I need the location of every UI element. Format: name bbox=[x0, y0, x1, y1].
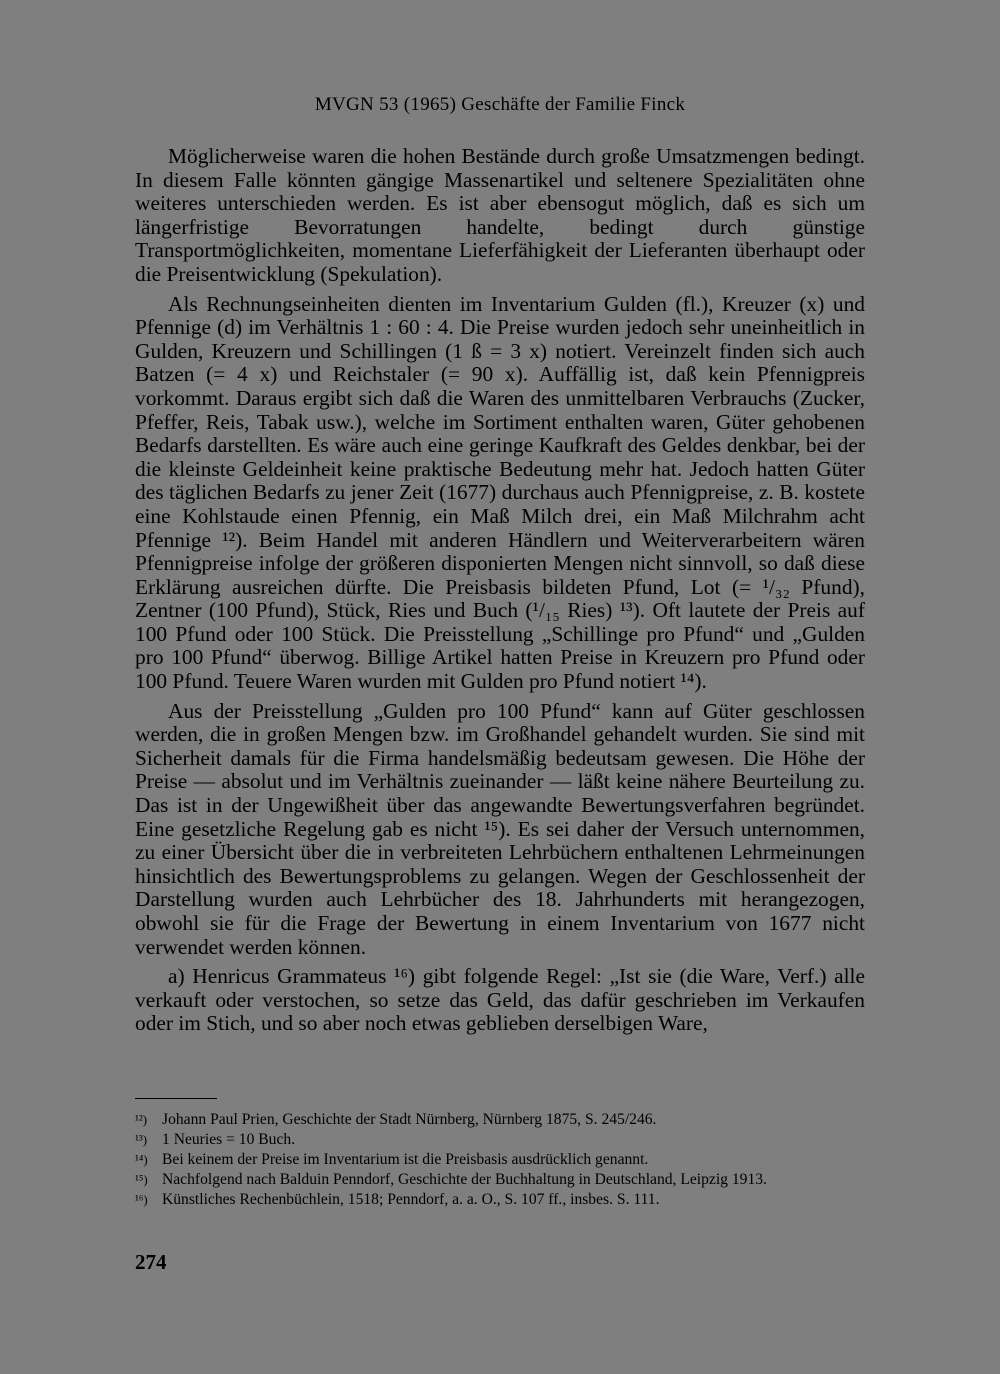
footnote-text: Bei keinem der Preise im Inventarium ist die Preisbasis ausdrücklich genannt. bbox=[162, 1151, 649, 1168]
paragraph-1: Möglicherweise waren die hohen Bestände durch große Umsatzmengen bedingt. In diesem Falle könnten gängige Massenartikel und seltenere Spezialitäten ohne weiteres unterschieden werden. Es ist aber ebensogut möglich, daß es sich um längerfristige Bevorratungen handelte, bedingt durch günstige Transportmöglichkeiten, momentane Lieferfähigkeit der Lieferanten überhaupt oder die Preisentwicklung (Spekulation). bbox=[135, 144, 865, 286]
footnote-text: 1 Neuries = 10 Buch. bbox=[162, 1131, 296, 1148]
paragraph-3: Aus der Preisstellung „Gulden pro 100 Pfund“ kann auf Güter geschlossen werden, die in großen Mengen bzw. im Großhandel gehandelt wurden. Sie sind mit Sicherheit damals für die Firma handelsmäßig bedeutsam gewesen. Die Höhe der Preise — absolut und im Verhältnis zueinander — läßt keine nähere Beurteilung zu. Das ist in der Ungewißheit über das angewandte Bewertungsverfahren begründet. Eine gesetzliche Regelung gab es nicht ¹⁵). Es sei daher der Versuch unternommen, zu einer Übersicht über die in verbreiteten Lehrbüchern enthaltenen Lehrmeinungen hinsichtlich des Bewertungsproblems zu gelangen. Wegen der Geschlossenheit der Darstellung wurden auch Lehrbücher des 18. Jahrhunderts mit herangezogen, obwohl sie für die Frage der Bewertung in einem Inventarium von 1677 nicht verwendet werden können. bbox=[135, 698, 865, 959]
footnote-16 bbox=[135, 1190, 865, 1210]
footnote-number: ¹⁵) bbox=[135, 1172, 148, 1187]
running-header: MVGN 53 (1965) Geschäfte der Familie Finck bbox=[314, 94, 686, 115]
page-number: 274 bbox=[135, 1250, 167, 1274]
paragraph-2: Als Rechnungseinheiten dienten im Inventarium Gulden (fl.), Kreuzer (x) und Pfennige (d) im Verhältnis 1 : 60 : 4. Die Preise wurden jedoch sehr uneinheitlich in Gulden, Kreuzern und Schillingen (1 ß = 3 x) notiert. Vereinzelt finden sich auch Batzen (= 4 x) und Reichstaler (= 90 x). Auffällig ist, daß kein Pfennigpreis vorkommt. Daraus ergibt sich daß die Waren des unmittelbaren Verbrauchs (Zucker, Pfeffer, Reis, Tabak usw.), welche im Sortiment enthalten waren, Güter gehobenen Bedarfs darstellten. Es wäre auch eine geringe Kaufkraft des Geldes denkbar, bei der die kleinste Geldeinheit keine praktische Bedeutung mehr hat. Jedoch hatten Güter des täglichen Bedarfs zu jener Zeit (1677) durchaus auch Pfennigpreise, z. B. kostete eine Kohlstaude einen Pfennig, ein Maß Milch drei, ein Maß Milchrahm acht Pfennige ¹²). Beim Handel mit anderen Händlern und Weiterverarbeitern wären Pfennigpreise infolge der größeren disponierten Mengen nicht sinnvoll, so daß diese Erklärung ausreichen dürfte. Die Preisbasis bildeten Pfund, Lot (= ¹/₃₂ Pfund), Zentner (100 Pfund), Stück, Ries und Buch (¹/₁₅ Ries) ¹³). Oft lautete der Preis auf 100 Pfund oder 100 Stück. Die Preisstellung „Schillinge pro Pfund“ und „Gulden pro 100 Pfund“ überwog. Billige Artikel hatten Preise in Kreuzern pro Pfund oder 100 Pfund. Teuere Waren wurden mit Gulden pro Pfund notiert ¹⁴). bbox=[135, 291, 865, 694]
footnote-text: Künstliches Rechenbüchlein, 1518; Penndorf, a. a. O., S. 107 ff., insbes. S. 111. bbox=[162, 1191, 660, 1208]
footnote-15 bbox=[135, 1170, 865, 1190]
footnote-number: ¹²) bbox=[135, 1112, 148, 1127]
paragraph-4: a) Henricus Grammateus ¹⁶) gibt folgende Regel: „Ist sie (die Ware, Verf.) alle verkauft oder verstochen, so setze das Geld, das dafür geschrieben im Verkaufen oder im Stich, und so aber noch etwas geblieben derselbigen Ware, bbox=[135, 964, 865, 1036]
footnote-text: Nachfolgend nach Balduin Penndorf, Geschichte der Buchhaltung in Deutschland, Leipzig 1913. bbox=[162, 1171, 767, 1188]
footnote-14 bbox=[135, 1150, 865, 1170]
footnote-rule bbox=[135, 1098, 217, 1099]
footnote-number: ¹³) bbox=[135, 1132, 148, 1147]
body-text bbox=[135, 145, 865, 1042]
footnote-13 bbox=[135, 1130, 865, 1150]
footnote-number: ¹⁴) bbox=[135, 1152, 148, 1167]
footnote-text: Johann Paul Prien, Geschichte der Stadt Nürnberg, Nürnberg 1875, S. 245/246. bbox=[162, 1111, 657, 1128]
footnotes bbox=[135, 1110, 865, 1210]
footnote-12 bbox=[135, 1110, 865, 1130]
footnote-number: ¹⁶) bbox=[135, 1192, 148, 1207]
